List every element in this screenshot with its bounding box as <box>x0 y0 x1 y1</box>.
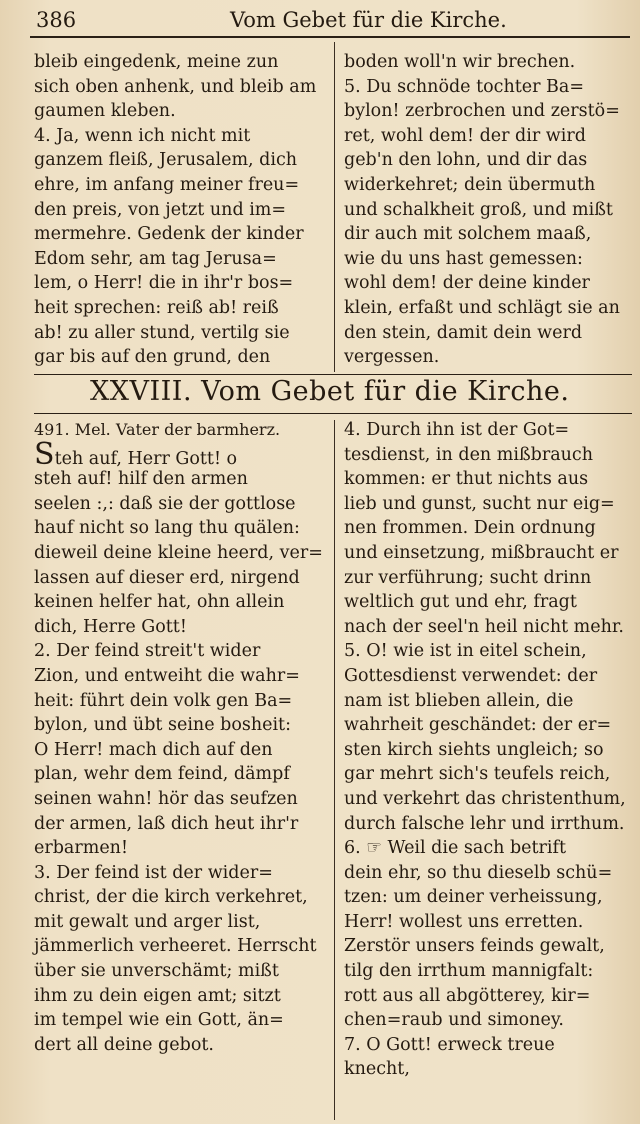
page-number: 386 <box>36 8 77 32</box>
text-line: jämmerlich verheeret. Herrscht <box>34 936 317 957</box>
text-line: wohl dem! der deine kinder <box>344 273 590 294</box>
text-line: ab! zu aller stund, vertilg sie <box>34 322 290 343</box>
text-line: über sie unverschämt; mißt <box>34 961 279 982</box>
text-line: gar mehrt sich's teufels reich, <box>344 764 611 785</box>
text-line: im tempel wie ein Gott, än= <box>34 1010 284 1031</box>
text-line: lem, o Herr! die in ihr'r bos= <box>34 273 294 294</box>
text-line: nen frommen. Dein ordnung <box>344 518 596 539</box>
text-line-with-dropcap <box>34 436 326 472</box>
top-right-column <box>344 50 634 370</box>
text-line: seelen :,: daß sie der gottlose <box>34 493 296 514</box>
text-line: ehre, im anfang meiner freu= <box>34 174 300 195</box>
text-line: bylon, und übt seine bosheit: <box>34 715 291 736</box>
bottom-left-column <box>34 418 326 1057</box>
text-line: bylon! zerbrochen und zerstö= <box>344 101 620 122</box>
text-line: tilg den irrthum mannigfalt: <box>344 961 594 982</box>
page-header <box>30 4 630 38</box>
text-line: ret, wohl dem! der dir wird <box>344 125 586 146</box>
text-line: dich, Herre Gott! <box>34 616 187 637</box>
column-divider-top <box>334 42 335 372</box>
text-line: O Herr! mach dich auf den <box>34 739 273 760</box>
text-line: 5. O! wie ist in eitel schein, <box>344 641 587 662</box>
text-line: bleib eingedenk, meine zun <box>34 52 279 72</box>
text-line: sten kirch siehts ungleich; so <box>344 739 604 760</box>
text-line: gar bis auf den grund, den <box>34 347 271 368</box>
text-line: geb'n den lohn, und dir das <box>344 150 588 171</box>
text-line: den preis, von jetzt und im= <box>34 199 287 220</box>
text-line: 3. Der feind ist der wider= <box>34 862 273 883</box>
text-line: erbarmen! <box>34 838 128 859</box>
text-line: boden woll'n wir brechen. <box>344 52 576 72</box>
text-line: kommen: er thut nichts aus <box>344 469 589 490</box>
text-line: wie du uns hast gemessen: <box>344 248 583 269</box>
text-line: heit sprechen: reiß ab! reiß <box>34 297 279 318</box>
text-line: widerkehret; dein übermuth <box>344 174 596 195</box>
text-line: Edom sehr, am tag Jerusa= <box>34 248 277 269</box>
hymn-header: 491. Mel. Vater der barmherz. <box>34 420 281 439</box>
section-rule-bottom <box>34 413 632 414</box>
text-line: wahrheit geschändet: der er= <box>344 715 612 736</box>
text-line: lassen auf dieser erd, nirgend <box>34 567 300 588</box>
text-line: 7. O Gott! erweck treue <box>344 1034 555 1055</box>
text-line: 4. Ja, wenn ich nicht mit <box>34 125 251 146</box>
top-left-column <box>34 50 326 370</box>
text-line: weltlich gut und ehr, fragt <box>344 592 577 613</box>
text-line: und verkehrt das christenthum, <box>344 788 626 809</box>
text-line: mermehre. Gedenk der kinder <box>34 224 304 245</box>
text-line: und einsetzung, mißbraucht er <box>344 542 619 563</box>
bottom-right-column <box>344 418 634 1082</box>
text-line: keinen helfer hat, ohn allein <box>34 592 285 613</box>
text-line: 6. ☞ Weil die sach betrift <box>344 838 567 859</box>
text-line: nam ist blieben allein, die <box>344 690 574 711</box>
text-line: durch falsche lehr und irrthum. <box>344 813 625 834</box>
text-line: Gottesdienst verwendet: der <box>344 665 598 686</box>
section-rule-top <box>34 374 632 375</box>
text-line: christ, der die kirch verkehret, <box>34 887 308 908</box>
text-line: hauf nicht so lang thu quälen: <box>34 518 300 539</box>
text-line: tzen: um deiner verheissung, <box>344 887 603 908</box>
text-line: 4. Durch ihn ist der Got= <box>344 420 570 440</box>
text-line: gaumen kleben. <box>34 101 176 122</box>
text-line: rott aus all abgötterey, kir= <box>344 985 591 1006</box>
text-line: Herr! wollest uns erretten. <box>344 911 584 932</box>
text-line: vergessen. <box>344 347 440 368</box>
text-line: und schalkheit groß, und mißt <box>344 199 613 220</box>
text-line: ganzem fleiß, Jerusalem, dich <box>34 150 298 171</box>
text-line: Zerstör unsers feinds gewalt, <box>344 936 605 957</box>
text-line: der armen, laß dich heut ihr'r <box>34 813 299 834</box>
text-line: 2. Der feind streit't wider <box>34 641 261 662</box>
column-divider-bottom <box>334 420 335 1120</box>
running-title: Vom Gebet für die Kirche. <box>230 8 507 32</box>
text-line: Zion, und entweiht die wahr= <box>34 665 300 686</box>
section-title: XXVIII. Vom Gebet für die Kirche. <box>90 376 570 407</box>
text-line: dert all deine gebot. <box>34 1034 214 1055</box>
text-line: ihm zu dein eigen amt; sitzt <box>34 985 281 1006</box>
text-line: heit: führt dein volk gen Ba= <box>34 690 293 711</box>
text-line: dieweil deine kleine heerd, ver= <box>34 542 323 563</box>
text-line: 5. Du schnöde tochter Ba= <box>344 76 585 97</box>
text-line: teh auf, Herr Gott! o <box>54 448 238 469</box>
text-line: dein ehr, so thu dieselb schü= <box>344 862 613 883</box>
text-line: lieb und gunst, sucht nur eig= <box>344 493 615 514</box>
text-line: sich oben anhenk, und bleib am <box>34 76 317 97</box>
text-line: klein, erfaßt und schlägt sie an <box>344 297 620 318</box>
catchword: knecht, <box>344 1059 410 1080</box>
text-line: tesdienst, in den mißbrauch <box>344 444 593 465</box>
text-line: zur verführung; sucht drinn <box>344 567 592 588</box>
text-line: steh auf! hilf den armen <box>34 469 248 490</box>
text-line: den stein, damit dein werd <box>344 322 583 343</box>
text-line: nach der seel'n heil nicht mehr. <box>344 616 624 637</box>
text-line: plan, wehr dem feind, dämpf <box>34 764 290 785</box>
text-line: seinen wahn! hör das seufzen <box>34 788 298 809</box>
drop-capital: S <box>34 436 55 472</box>
text-line: dir auch mit solchem maaß, <box>344 224 592 245</box>
text-line: mit gewalt und arger list, <box>34 911 261 932</box>
text-line: chen=raub und simoney. <box>344 1010 564 1031</box>
